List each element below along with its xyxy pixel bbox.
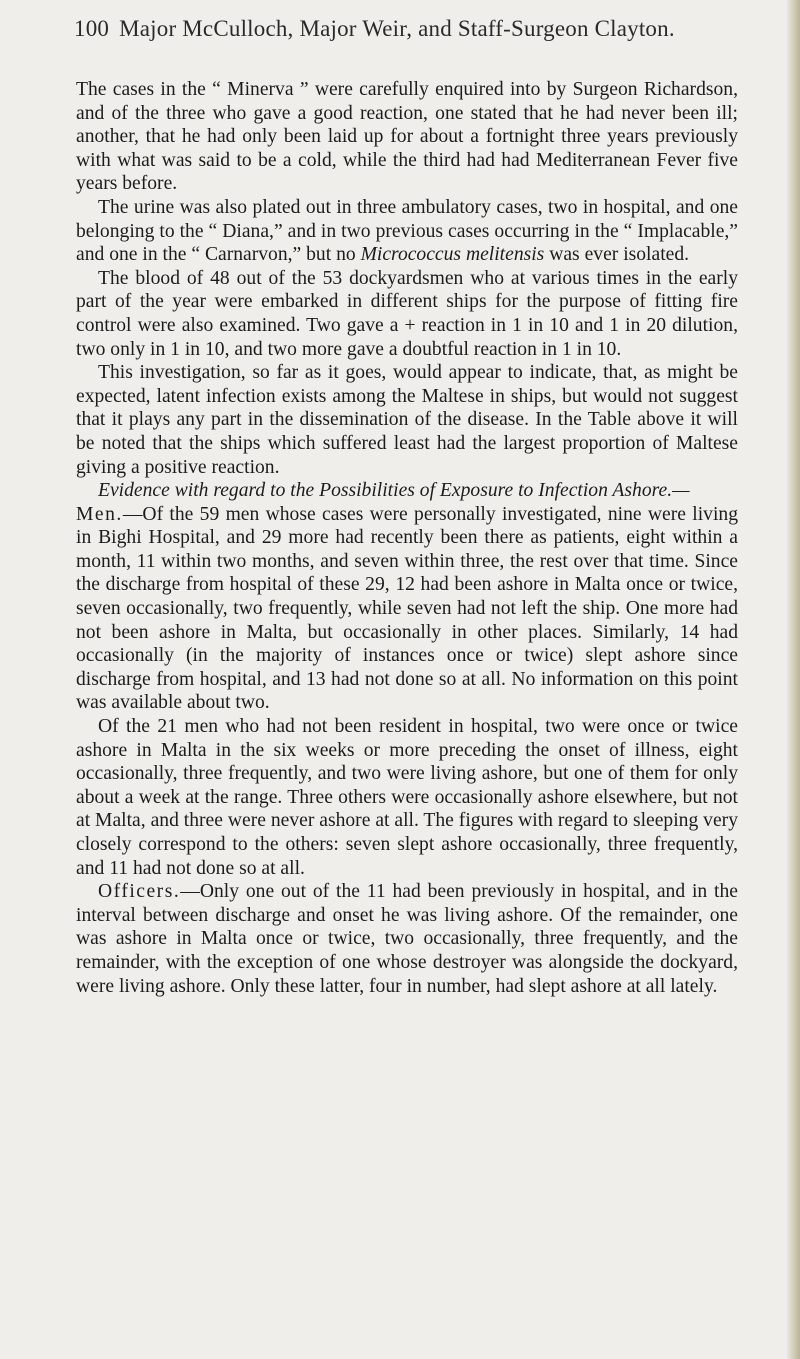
paragraph-men-not-resident: Of the 21 men who had not been resident in hospital, two were once or twice ashore in Malta in the six weeks or more preceding the onset of illness, eight occasionally, three frequently, and two were living ashore, but one of them for only about a week at the range. Three others were occasionally ashore elsewhere, but not at Malta, and three were never ashore at all. The figures with regard to sleeping very closely correspond to the others: seven slept ashore occasionally, three frequently, and 11 had not done so at all. [76,716,738,879]
men-lead: Men. [76,503,123,525]
officers-lead: Officers. [98,881,181,903]
paragraph-investigation-conclusion: This investigation, so far as it goes, would appear to indicate, that, as might be expected, latent infection exists among the Maltese in ships, but would not suggest that it plays any part in the dissemination of the disease. In the Table above it will be noted that the ships which suffered least had the largest proportion of Maltese giving a positive reaction. [76,362,738,478]
men-text: —Of the 59 men whose cases were personally investigated, nine were living in Bighi Hospital, and 29 more had recently been there as patients, eight within a month, 11 within two months, and seven within three, the rest over that time. Since the discharge from hospital of these 29, 12 had been ashore in Malta once or twice, seven occasionally, two frequently, while seven had not left the ship. One more had not been ashore in Malta, but occasionally in other places. Similarly, 14 had occasionally (in the majority of instances once or twice) slept ashore since discharge from hospital, and 13 had not done so at all. No information on this point was available about two. [76,503,738,714]
paragraph-men [76,503,738,715]
urine-text-start: The urine was also plated out in three ambulatory cases, two in hospital, and one belonging to the “ Diana,” and in two previous cases occurring in the “ Implacable,” and one in the “ Carnarvon,” but no [76,196,738,266]
officers-text: —Only one out of the 11 had been previously in hospital, and in the interval between discharge and onset he was living ashore. Of the remainder, one was ashore in Malta once or twice, two occasionally, three frequently, and the remainder, with the exception of one whose destroyer was alongside the dockyard, were living ashore. Only these latter, four in number, had slept ashore at all lately. [76,881,738,997]
paragraph-minerva-cases: The cases in the “ Minerva ” were carefully enquired into by Surgeon Richardson, and of the three who gave a good reaction, one stated that he had never been ill; another, that he had only been laid up for about a fortnight three years previously with what was said to be a cold, while the third had had Mediterranean Fever five years before. [76,79,738,195]
organism-name: Micrococcus melitensis [360,244,545,266]
paragraph-urine-plating [76,196,738,267]
section-heading-exposure [76,479,738,503]
running-header [74,16,734,42]
paragraph-officers [76,880,738,998]
running-title: Major McCulloch, Major Weir, and Staff-Surgeon Clayton. [119,16,675,41]
page-number: 100 [74,16,110,41]
page-edge-shadow [786,0,800,1359]
section-heading-text: Evidence with regard to the Possibilities of Exposure to Infection Ashore.— [98,480,690,502]
body-text [76,78,738,998]
urine-text-end: was ever isolated. [544,244,690,266]
paragraph-dockyardsmen-blood: The blood of 48 out of the 53 dockyardsmen who at various times in the early part of the year were embarked in different ships for the purpose of fitting fire control were also examined. Two gave a + reaction in 1 in 10 and 1 in 20 dilution, two only in 1 in 10, and two more gave a doubtful reaction in 1 in 10. [76,267,738,360]
